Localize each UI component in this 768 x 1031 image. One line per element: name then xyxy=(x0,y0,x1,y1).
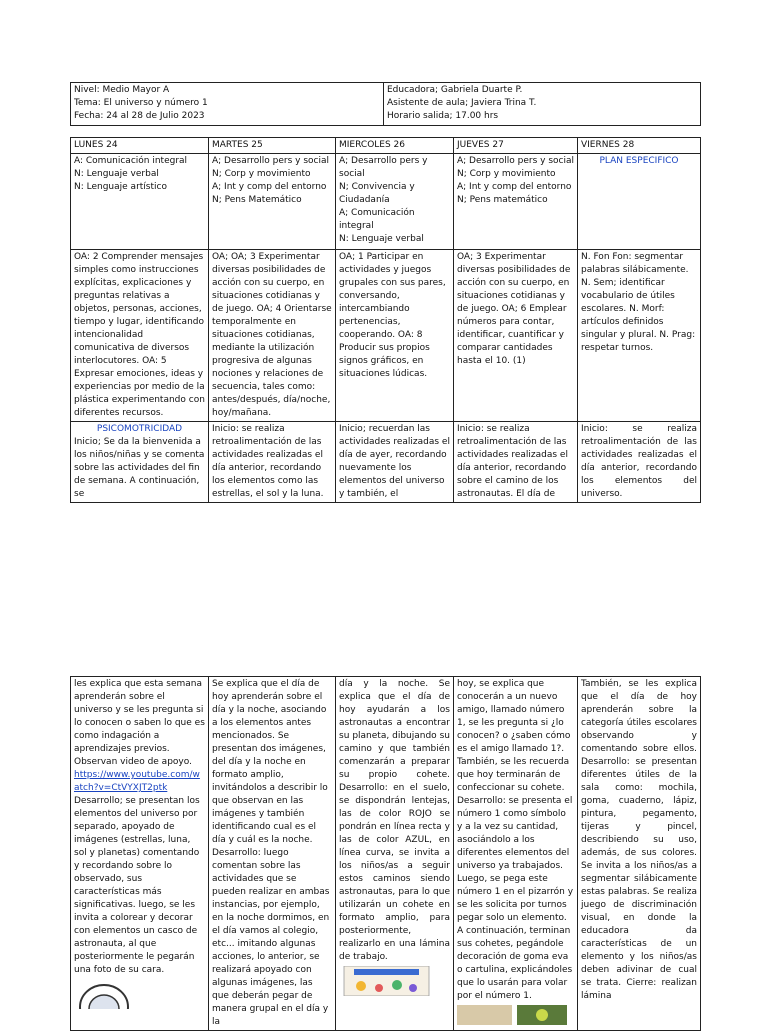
continuation-table xyxy=(70,676,701,1031)
weekly-plan-table xyxy=(70,137,701,503)
tema-text: Tema: El universo y número 1 xyxy=(74,98,208,108)
areas-friday xyxy=(578,154,701,250)
start-row xyxy=(71,422,701,503)
day-header-row xyxy=(71,138,701,154)
header-left-cell xyxy=(71,83,384,126)
day-header-thursday: JUEVES 27 xyxy=(454,138,578,154)
asistente-text: Asistente de aula; Javiera Trina T. xyxy=(387,98,537,108)
nivel-text: Nivel: Medio Mayor A xyxy=(74,85,170,95)
area-line: A; Desarrollo pers y social xyxy=(212,156,329,166)
cont-thursday-text: hoy, se explica que conocerán a un nuevo amigo, llamado número 1, se les pregunta si ¿lo conocen? o ¿saben cómo es el amigo llamado 1?. También, se les recuerda que hoy terminarán de confeccionar su cohete. Desarrollo: se presenta el número 1 como símbolo y a la vez su cantidad, asociándolo a los diferentes elementos del universo ya trabajados. Luego, se pega este número 1 en el pizarrón y se les solicita por turnos pegar solo un elemento. A continuación, terminan sus cohetes, pegándole decoración de goma eva o cartulina, explicándoles que lo usarán para volar por el número 1. xyxy=(457,679,574,1001)
area-line: A; Int y comp del entorno xyxy=(457,182,572,192)
rocket-photo xyxy=(457,1005,567,1025)
day-header-wednesday: MIERCOLES 26 xyxy=(336,138,454,154)
cont-tuesday: Se explica que el día de hoy aprenderán sobre el día y la noche, asociando a los elementos antes mencionados. Se presentan dos imágenes, del día y la noche en formato amplio, invitándolos a describir lo que observan en las imágenes y también identificando cual es el día y cuál es la noche. Desarrollo: luego comentan sobre las actividades que se pueden realizar en ambas instancias, por ejemplo, en la noche dormimos, en el día vamos al colegio, etc... imitando algunas acciones, lo anterior, se realizará apoyado con algunas imágenes, las que deberán pegar de manera grupal en el día y la xyxy=(209,677,336,1031)
area-line: A: Comunicación integral xyxy=(74,156,188,166)
area-line: A; Desarrollo pers y social xyxy=(339,156,428,179)
day-header-tuesday: MARTES 25 xyxy=(209,138,336,154)
cont-friday: También, se les explica que el día de hoy aprenderán sobre la categoría útiles escolares observando y comentando sobre ellos. Desarrollo: se presentan diferentes útiles de la sala como: mochila, goma, cuaderno, lápiz, pintura, pegamento, tijeras y pincel, describiendo su uso, además, de sus colores. Se invita a los niños/as a segmentar silábicamente estas palabras. Se realiza juego de discriminación visual, en donde la educadora da características de un elemento y los niños/as deben adivinar de cual se trata. Cierre: realizan lámina xyxy=(578,677,701,1031)
area-line: N: Lenguaje artístico xyxy=(74,182,167,192)
start-monday xyxy=(71,422,209,503)
youtube-link[interactable]: https://www.youtube.com/watch?v=CtVYXJT2ptk xyxy=(74,770,200,793)
continuation-row xyxy=(71,677,701,1031)
area-line: N; Corp y movimiento xyxy=(212,169,311,179)
areas-wednesday xyxy=(336,154,454,250)
start-text: Inicio; Se da la bienvenida a los niños/niñas y se comenta sobre las actividades del fin de semana. A continuación, se xyxy=(74,437,205,499)
cont-monday-text-2: Desarrollo; se presentan los elementos del universo por separado, apoyado de imágenes (estrellas, luna, sol y planetas) comentando y recordando sobre lo observado, sus características más significativas. luego, se les invita a colorear y decorar con elementos un casco de astronauta, al que posteriormente le pegarán una foto de su cara. xyxy=(74,796,200,975)
horario-text: Horario salida; 17.00 hrs xyxy=(387,111,499,121)
oa-wednesday: OA; 1 Participar en actividades y juegos grupales con sus pares, conversando, intercambiando pertenencias, cooperando. OA: 8 Producir sus propios signos gráficos, en situaciones lúdicas. xyxy=(336,250,454,422)
oa-thursday: OA; 3 Experimentar diversas posibilidades de acción con su cuerpo, en situaciones cotidianas y de juego. OA; 6 Emplear números para contar, identificar, cuantificar y comparar cantidades hasta el 10. (1) xyxy=(454,250,578,422)
area-line: N; Convivencia y Ciudadanía xyxy=(339,182,415,205)
oa-tuesday: OA; OA; 3 Experimentar diversas posibilidades de acción con su cuerpo, en situaciones cotidianas y de juego. OA; 4 Orientarse temporalmente en situaciones cotidianas, mediante la utilización progresiva de algunas nociones y relaciones de secuencia, tales como: antes/después, día/noche, hoy/mañana. xyxy=(209,250,336,422)
start-friday: Inicio: se realiza retroalimentación de las actividades realizadas el día anterior, recordando los elementos del universo. xyxy=(578,422,701,503)
cont-monday xyxy=(71,677,209,1031)
area-line: A; Int y comp del entorno xyxy=(212,182,327,192)
area-line: N; Corp y movimiento xyxy=(457,169,556,179)
area-line: N; Pens Matemático xyxy=(212,195,302,205)
start-wednesday: Inicio; recuerdan las actividades realizadas el día de ayer, recordando nuevamente los elementos del universo y también, el xyxy=(336,422,454,503)
fecha-text: Fecha: 24 al 28 de Julio 2023 xyxy=(74,111,205,121)
areas-row xyxy=(71,154,701,250)
area-line: A; Comunicación integral xyxy=(339,208,415,231)
educadora-text: Educadora; Gabriela Duarte P. xyxy=(387,85,523,95)
start-tuesday: Inicio: se realiza retroalimentación de las actividades realizadas el día anterior, recordando los elementos como las estrellas, el sol y la luna. xyxy=(209,422,336,503)
areas-tuesday xyxy=(209,154,336,250)
oa-friday: N. Fon Fon: segmentar palabras silábicamente. N. Sem; identificar vocabulario de útiles escolares. N. Morf: artículos definidos singular y plural. N. Prag: respetar turnos. xyxy=(578,250,701,422)
cont-monday-text: les explica que esta semana aprenderán sobre el universo y se les pregunta si lo conocen o saben lo que es como indagación a aprendizajes previos. Observan video de apoyo. xyxy=(74,679,205,767)
start-thursday: Inicio: se realiza retroalimentación de las actividades realizadas el día anterior, recordando sobre el camino de los astronautas. El día de xyxy=(454,422,578,503)
day-header-friday: VIERNES 28 xyxy=(578,138,701,154)
cont-wednesday xyxy=(336,677,454,1031)
header-table xyxy=(70,82,701,126)
area-line: N; Pens matemático xyxy=(457,195,548,205)
areas-monday xyxy=(71,154,209,250)
areas-thursday xyxy=(454,154,578,250)
cont-thursday xyxy=(454,677,578,1031)
header-right-cell xyxy=(384,83,701,126)
day-header-monday: LUNES 24 xyxy=(71,138,209,154)
area-line: A; Desarrollo pers y social xyxy=(457,156,574,166)
worksheet-image xyxy=(339,966,434,996)
area-line: N: Lenguaje verbal xyxy=(339,234,424,244)
oa-monday: OA: 2 Comprender mensajes simples como instrucciones explícitas, explicaciones y preguntas relativas a objetos, personas, acciones, tiempo y lugar, identificando intencionalidad comunicativa de diversos interlocutores. OA: 5 Expresar emociones, ideas y experiencias por medio de la plástica experimentando con diferentes recursos. xyxy=(71,250,209,422)
plan-especifico-label: PLAN ESPECIFICO xyxy=(599,156,679,166)
oa-row xyxy=(71,250,701,422)
cont-wednesday-text: día y la noche. Se explica que el día de hoy ayudarán a los astronautas a encontrar su planeta, dibujando su camino y que también comenzarán a preparar su propio cohete. Desarrollo: en el suelo, se dispondrán lentejas, las de color ROJO se pondrán en línea recta y las de color AZUL, en línea curva, se invita a los niños/as a seguir estos caminos siendo astronautas, para lo que utilizarán un cohete en formato amplio, para posteriormente, realizarlo en una lámina de trabajo. xyxy=(339,679,450,962)
area-line: N: Lenguaje verbal xyxy=(74,169,159,179)
astronaut-helmet-image xyxy=(74,979,134,1009)
psicomotricidad-label: PSICOMOTRICIDAD xyxy=(96,424,183,434)
